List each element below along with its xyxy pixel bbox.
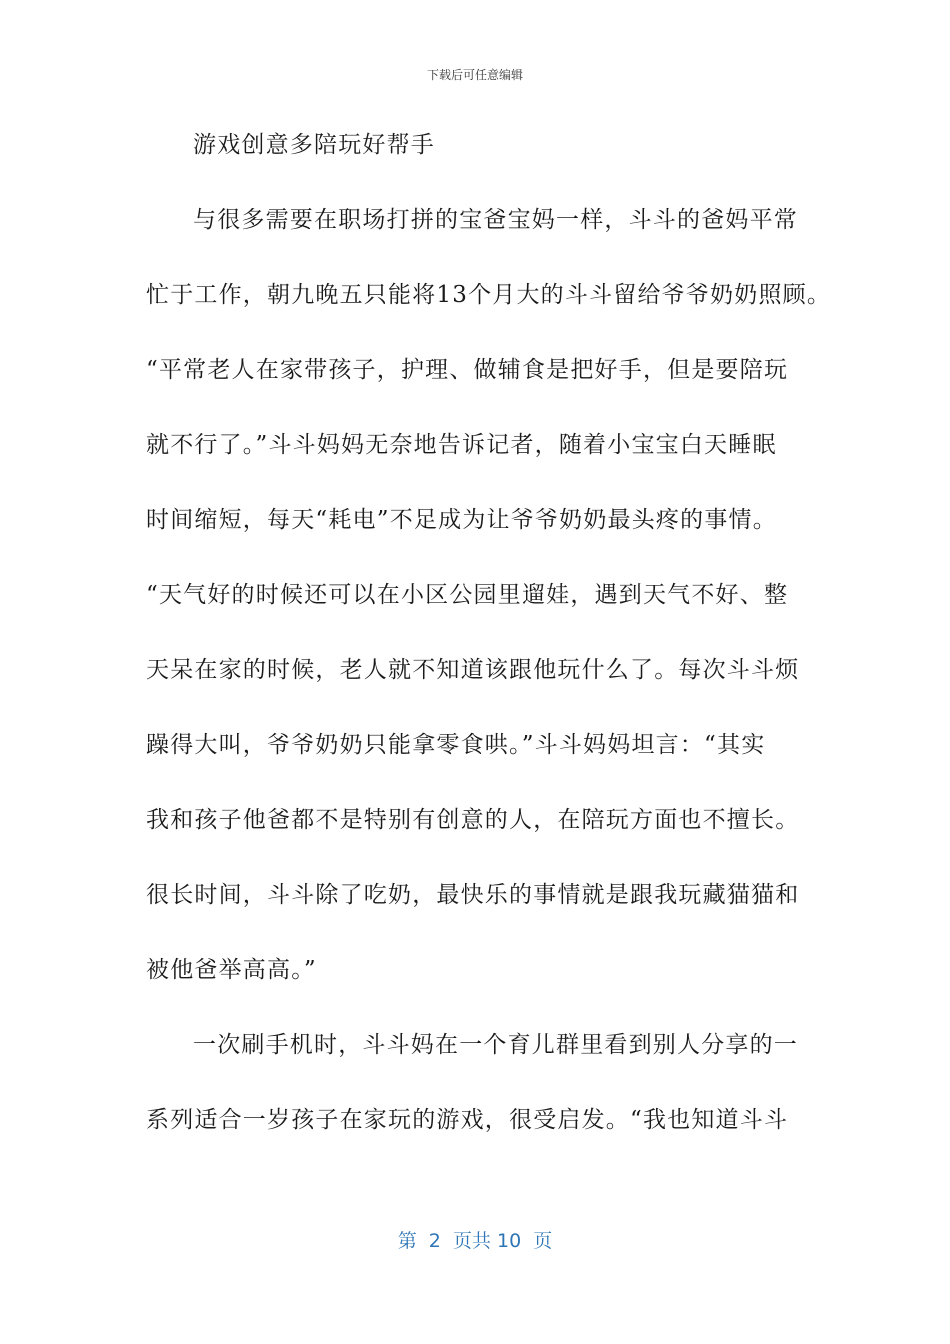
paragraph-line: 忙于工作，朝九晚五只能将13个月大的斗斗留给爷爷奶奶照顾。 xyxy=(146,282,832,308)
paragraph-line: “天气好的时候还可以在小区公园里遛娃，遇到天气不好、整 xyxy=(146,582,789,608)
paragraph-line: 时间缩短，每天“耗电”不足成为让爷爷奶奶最头疼的事情。 xyxy=(146,507,777,533)
paragraph-line: “平常老人在家带孩子，护理、做辅食是把好手，但是要陪玩 xyxy=(146,357,789,383)
paragraph-line: 与很多需要在职场打拼的宝爸宝妈一样，斗斗的爸妈平常 xyxy=(193,207,798,233)
paragraph-line: 躁得大叫，爷爷奶奶只能拿零食哄。”斗斗妈妈坦言：“其实 xyxy=(146,732,766,758)
paragraph-line: 就不行了。”斗斗妈妈无奈地告诉记者，随着小宝宝白天睡眠 xyxy=(146,432,777,458)
paragraph-line: 一次刷手机时，斗斗妈在一个育儿群里看到别人分享的一 xyxy=(193,1032,798,1058)
paragraph-line: 系列适合一岁孩子在家玩的游戏，很受启发。“我也知道斗斗 xyxy=(146,1107,789,1133)
paragraph-line: 我和孩子他爸都不是特别有创意的人，在陪玩方面也不擅长。 xyxy=(146,807,800,833)
page-number-footer: 第 2 页共 10 页 xyxy=(397,1230,553,1252)
paragraph-line: 很长时间，斗斗除了吃奶，最快乐的事情就是跟我玩藏猫猫和 xyxy=(146,882,800,908)
article-heading: 游戏创意多陪玩好帮手 xyxy=(193,132,435,158)
paragraph-line: 被他爸举高高。” xyxy=(146,957,317,983)
page-header: 下载后可任意编辑 xyxy=(426,68,523,82)
paragraph-line: 天呆在家的时候，老人就不知道该跟他玩什么了。每次斗斗烦 xyxy=(146,657,800,683)
